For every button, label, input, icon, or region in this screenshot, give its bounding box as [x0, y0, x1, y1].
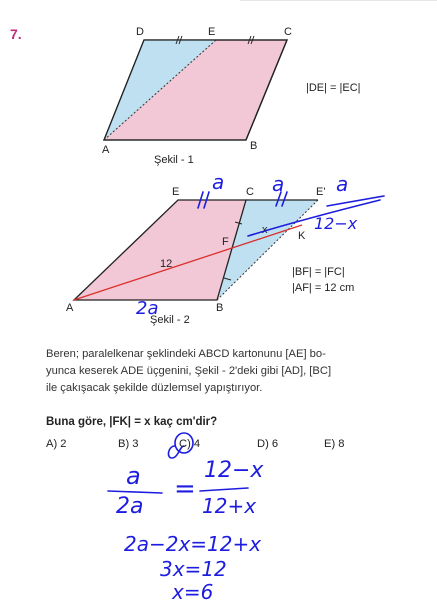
- fig2-point-a: A: [66, 302, 74, 314]
- fig1-equation: |DE| = |EC|: [306, 82, 361, 94]
- hand-label-a1: a: [212, 170, 225, 194]
- hand-step-2: 3x=12: [160, 557, 227, 581]
- hand-label-a3: a: [336, 172, 349, 196]
- fig2-point-c: C: [246, 186, 254, 198]
- fig2-length-12: 12: [160, 258, 173, 270]
- hand-ratio-num-left: a: [126, 462, 141, 490]
- hand-ratio-num-right: 12−x: [204, 458, 264, 483]
- fig2-parallelogram: [74, 200, 246, 300]
- fig2-point-e-prime: E': [316, 186, 326, 198]
- choice-e[interactable]: E) 8: [324, 438, 345, 450]
- fig1-point-c: C: [284, 26, 292, 38]
- hand-label-a2: a: [272, 172, 285, 196]
- hand-label-2a: 2a: [136, 298, 159, 319]
- fig1-point-a: A: [102, 144, 110, 156]
- fig2-segment-x: x: [262, 224, 268, 236]
- question-text: Buna göre, |FK| = x kaç cm'dir?: [46, 416, 218, 428]
- choice-c[interactable]: C) 4: [179, 438, 201, 450]
- choice-a[interactable]: A) 2: [46, 438, 67, 450]
- fig2-equation-af: |AF| = 12 cm: [292, 282, 355, 294]
- hand-ratio-den-right: 12+x: [202, 494, 257, 518]
- hand-ratio-den-left: 2a: [116, 494, 144, 519]
- fig1-point-d: D: [136, 26, 144, 38]
- stem-line: Beren; paralelkenar şeklindeki ABCD kartonunu [AE] bo-: [46, 348, 326, 360]
- hand-ratio-equals: =: [174, 474, 196, 504]
- fig2-caption: Şekil - 2: [150, 314, 190, 326]
- fig2-point-b: B: [216, 302, 224, 314]
- fig1-point-b: B: [250, 140, 258, 152]
- fig2-point-f: F: [222, 236, 229, 248]
- fig1-caption: Şekil - 1: [154, 154, 194, 166]
- fig2-equation-bf-fc: |BF| = |FC|: [292, 266, 345, 278]
- stem-line: ile çakışacak şekilde düzlemsel yapıştırıyor.: [46, 382, 263, 394]
- question-stem: [46, 346, 416, 397]
- fig1-point-e: E: [208, 26, 216, 38]
- question-number: 7.: [10, 26, 22, 42]
- hand-step-3: x=6: [172, 580, 214, 604]
- fig2-point-k: K: [298, 230, 306, 242]
- hand-step-1: 2a−2x=12+x: [124, 532, 262, 556]
- fig2-point-e: E: [172, 186, 180, 198]
- hand-label-12-minus-x: 12−x: [314, 214, 358, 233]
- choice-b[interactable]: B) 3: [118, 438, 139, 450]
- stem-line: yunca keserek ADE üçgenini, Şekil - 2'deki gibi [AD], [BC]: [46, 365, 332, 377]
- choice-d[interactable]: D) 6: [257, 438, 279, 450]
